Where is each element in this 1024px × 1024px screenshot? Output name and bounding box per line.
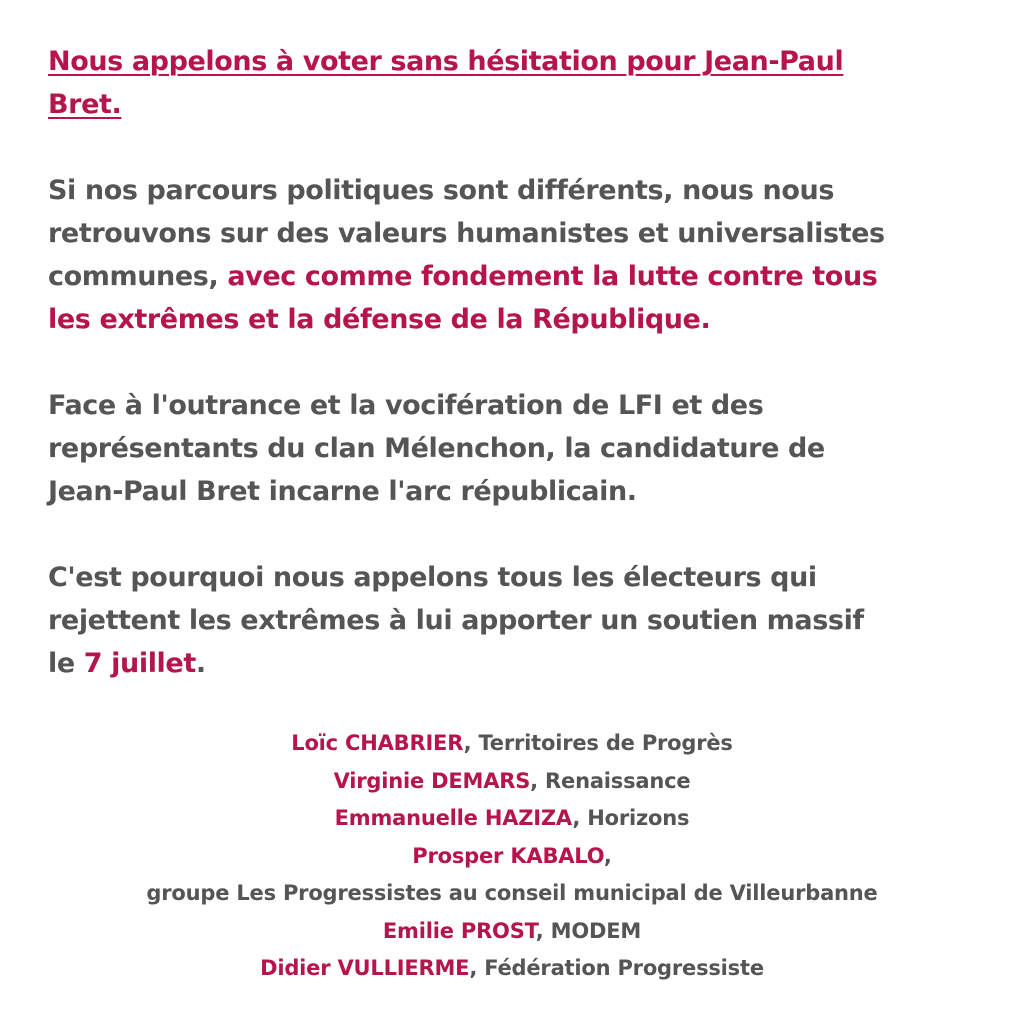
paragraph-opposition-line-3: Jean-Paul Bret incarne l'arc républicain. xyxy=(48,476,637,507)
signatory-name: Emmanuelle HAZIZA xyxy=(334,806,573,830)
paragraph-call-line-3: le xyxy=(48,648,84,679)
signatory-name: Didier VULLIERME xyxy=(260,956,470,980)
paragraph-values-highlight-1: avec comme fondement la lutte contre tous xyxy=(227,261,878,292)
signatory-name: Loïc CHABRIER xyxy=(291,731,464,755)
paragraph-call-line-1: C'est pourquoi nous appelons tous les électeurs qui xyxy=(48,562,817,593)
paragraph-opposition-line-1: Face à l'outrance et la vocifération de LFI et des xyxy=(48,390,764,421)
signatory-affiliation: , xyxy=(603,843,612,868)
signatory-affiliation: , Renaissance xyxy=(530,768,691,793)
signatory xyxy=(48,913,976,951)
signatory-affiliation: , Fédération Progressiste xyxy=(469,956,764,980)
vote-date: 7 juillet xyxy=(83,648,196,679)
signatory-affiliation: groupe Les Progressistes au conseil municipal de Villeurbanne xyxy=(146,881,878,905)
signatory xyxy=(48,725,976,763)
signatory xyxy=(48,838,976,876)
headline xyxy=(48,40,976,126)
signatory-name: Virginie DEMARS xyxy=(333,768,531,793)
paragraph-values-highlight-2: les extrêmes et la défense de la République. xyxy=(48,304,711,335)
paragraph-values-line-2: retrouvons sur des valeurs humanistes et universalistes xyxy=(48,218,885,249)
signatory-group-line xyxy=(48,875,976,913)
signatory xyxy=(48,950,976,988)
paragraph-call-line-2: rejettent les extrêmes à lui apporter un soutien massif xyxy=(48,605,864,636)
paragraph-values-line-3: communes, xyxy=(48,261,228,292)
signatory-name: Emilie PROST xyxy=(382,918,536,943)
paragraph-call xyxy=(48,556,976,685)
headline-line-2: Bret. xyxy=(48,89,122,120)
statement-body xyxy=(48,40,976,685)
signatories-list xyxy=(48,725,976,988)
headline-line-1: Nous appelons à voter sans hésitation pour Jean-Paul xyxy=(48,46,844,77)
paragraph-values xyxy=(48,169,976,341)
signatory-affiliation: , MODEM xyxy=(535,918,642,943)
signatory-name: Prosper KABALO xyxy=(412,843,604,868)
signatory xyxy=(48,800,976,838)
signatory-affiliation: , Territoires de Progrès xyxy=(463,731,733,755)
signatory xyxy=(48,763,976,801)
paragraph-opposition xyxy=(48,384,976,513)
paragraph-call-period: . xyxy=(195,648,206,679)
signatory-affiliation: , Horizons xyxy=(572,806,690,830)
paragraph-opposition-line-2: représentants du clan Mélenchon, la candidature de xyxy=(48,433,825,464)
paragraph-values-line-1: Si nos parcours politiques sont différents, nous nous xyxy=(48,175,834,206)
